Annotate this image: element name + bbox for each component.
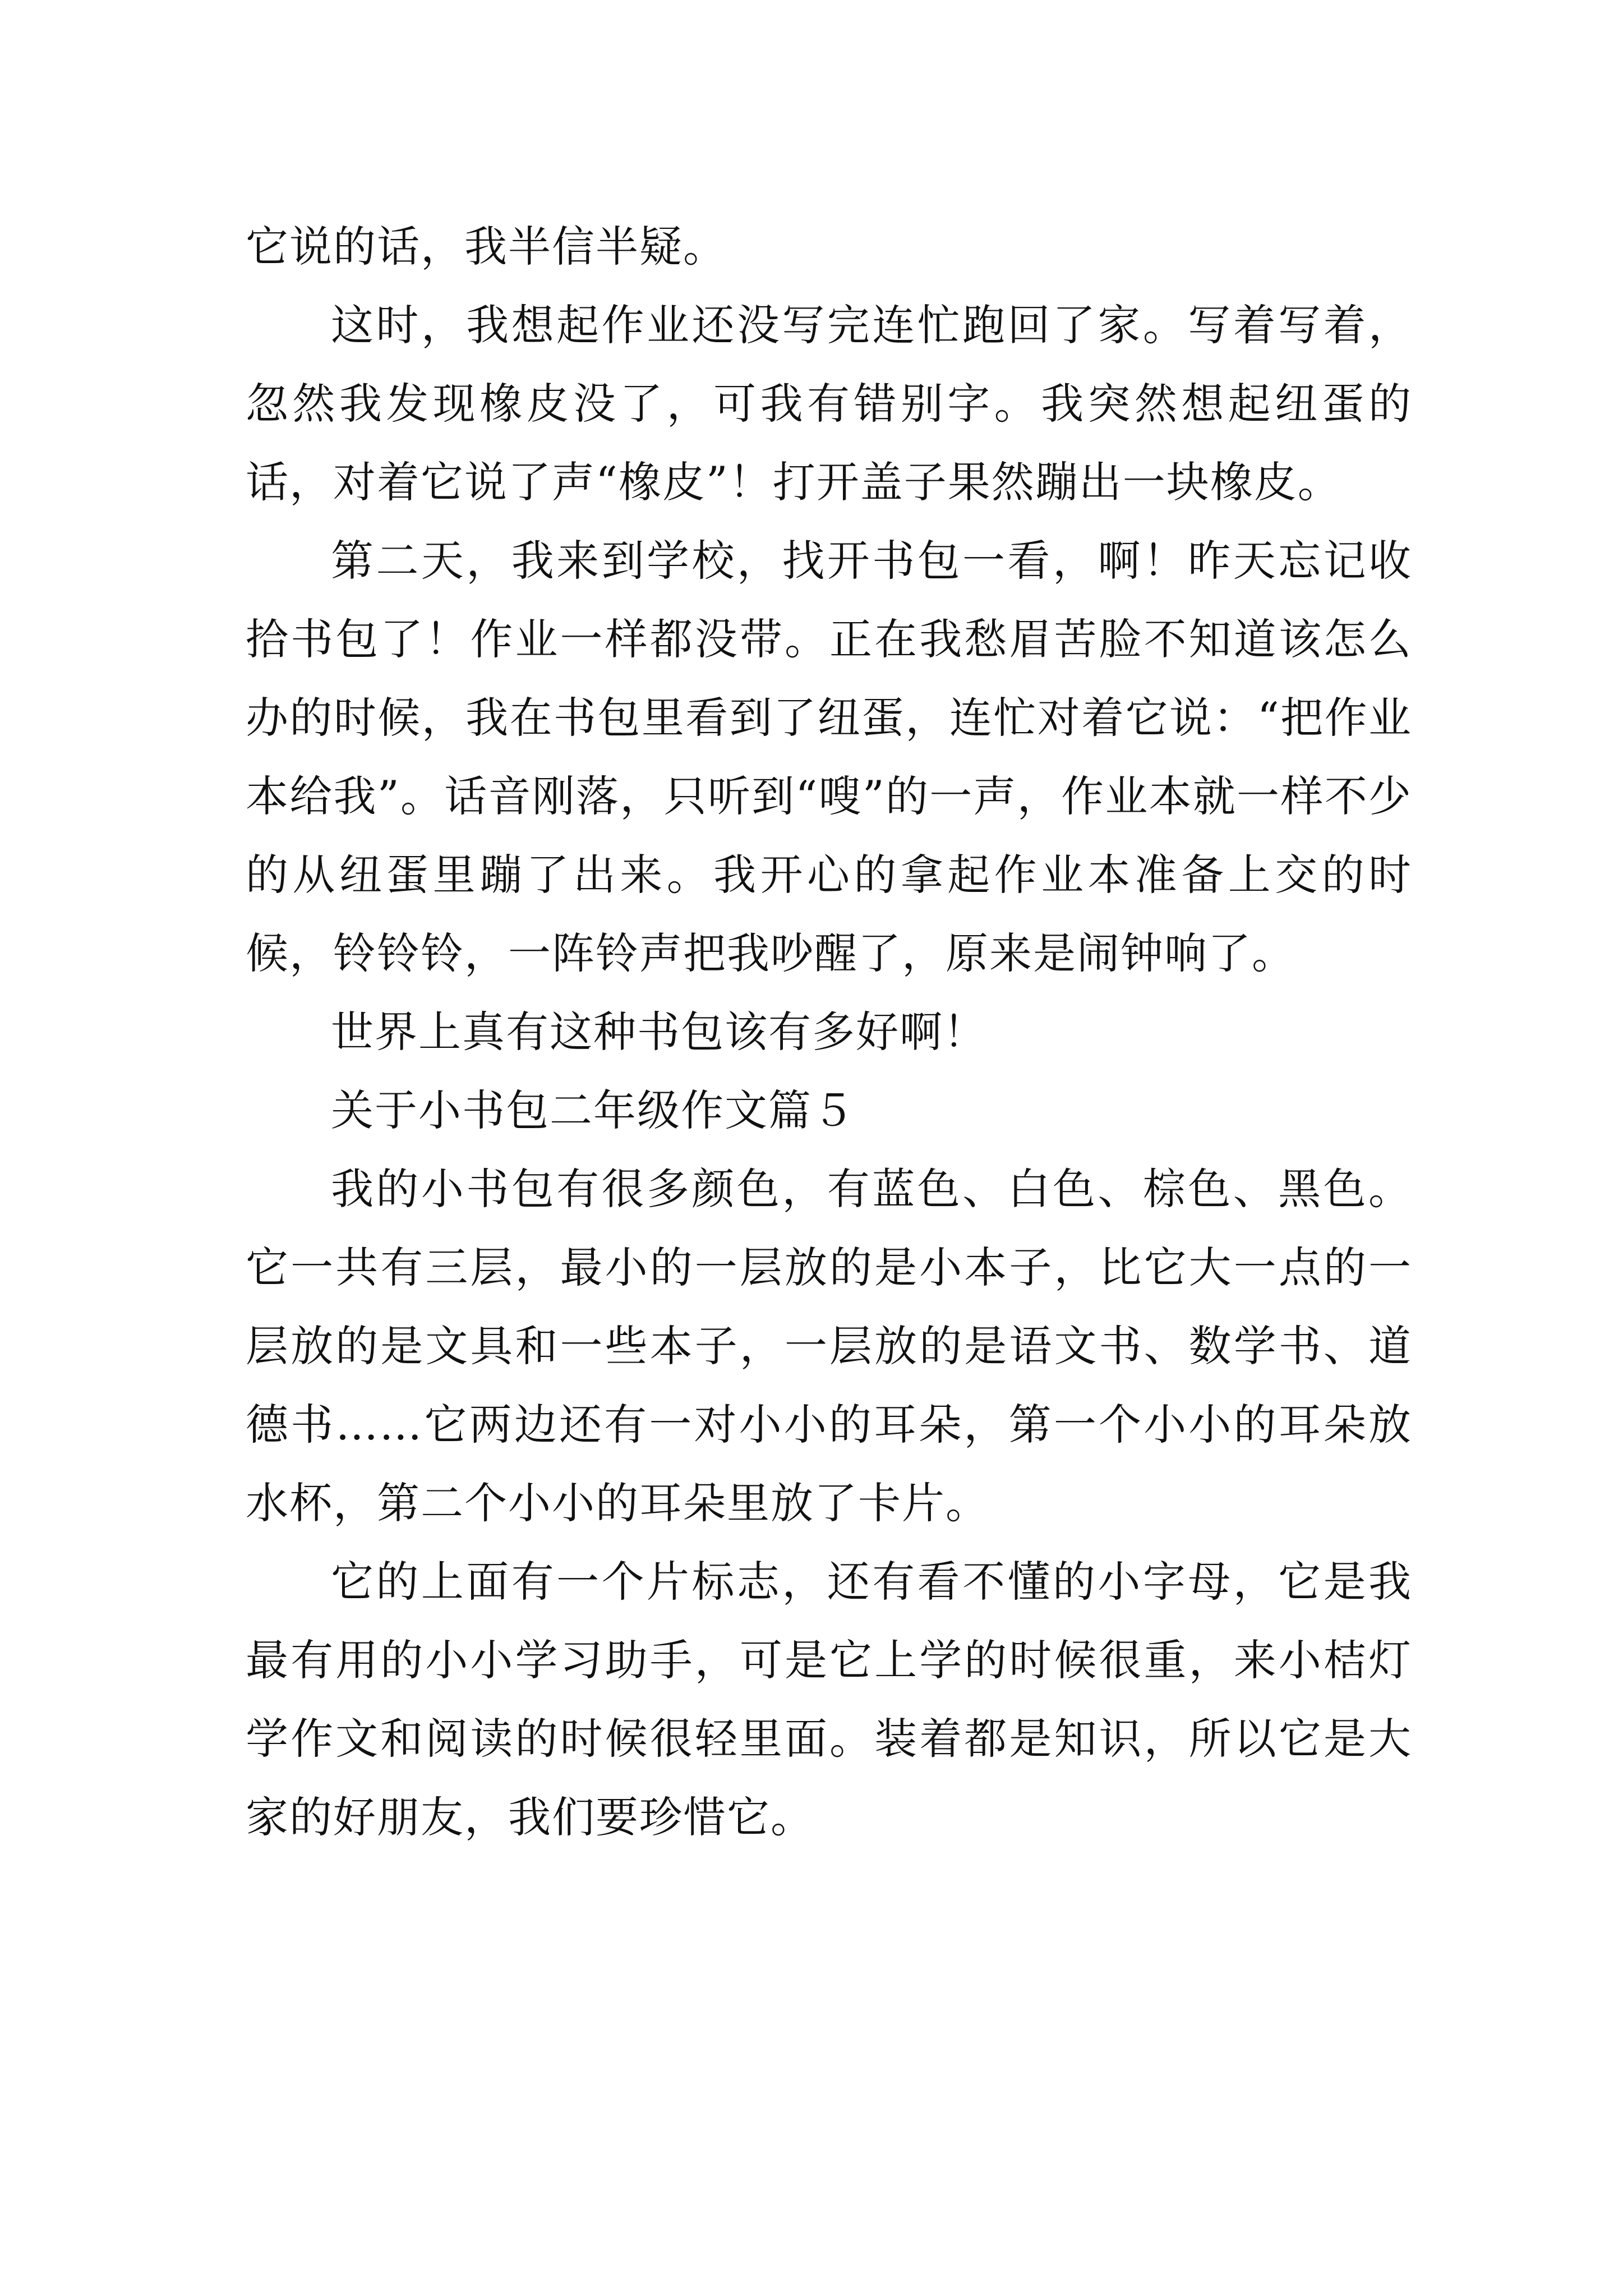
- paragraph: 我的小书包有很多颜色，有蓝色、白色、棕色、黑色。它一共有三层，最小的一层放的是小本子，比它大一点的一层放的是文具和一些本子，一层放的是语文书、数学书、道德书……它两边还有一对小小的耳朵，第一个小小的耳朵放水杯，第二个小小的耳朵里放了卡片。: [246, 1164, 1412, 1528]
- paragraph: 它的上面有一个片标志，还有看不懂的小字母，它是我最有用的小小学习助手，可是它上学的时候很重，来小桔灯学作文和阅读的时候很轻里面。装着都是知识，所以它是大家的好朋友，我们要珍惜它。: [246, 1557, 1412, 1842]
- body-text: [246, 208, 1412, 1857]
- paragraph: 世界上真有这种书包该有多好啊！: [331, 1007, 987, 1057]
- paragraph: 它说的话，我半信半疑。: [246, 222, 727, 272]
- paragraph: 这时，我想起作业还没写完连忙跑回了家。写着写着，忽然我发现橡皮没了，可我有错别字。我突然想起纽蛋的话，对着它说了声“橡皮”！打开盖子果然蹦出一块橡皮。: [246, 300, 1412, 507]
- section-heading: 关于小书包二年级作文篇５: [331, 1085, 856, 1135]
- paragraph: 第二天，我来到学校，找开书包一看，啊！昨天忘记收拾书包了！作业一样都没带。正在我愁眉苦脸不知道该怎么办的时候，我在书包里看到了纽蛋，连忙对着它说：“把作业本给我”。话音刚落，只听到“嗖”的一声，作业本就一样不少的从纽蛋里蹦了出来。我开心的拿起作业本准备上交的时候，铃铃铃，一阵铃声把我吵醒了，原来是闹钟响了。: [246, 536, 1412, 978]
